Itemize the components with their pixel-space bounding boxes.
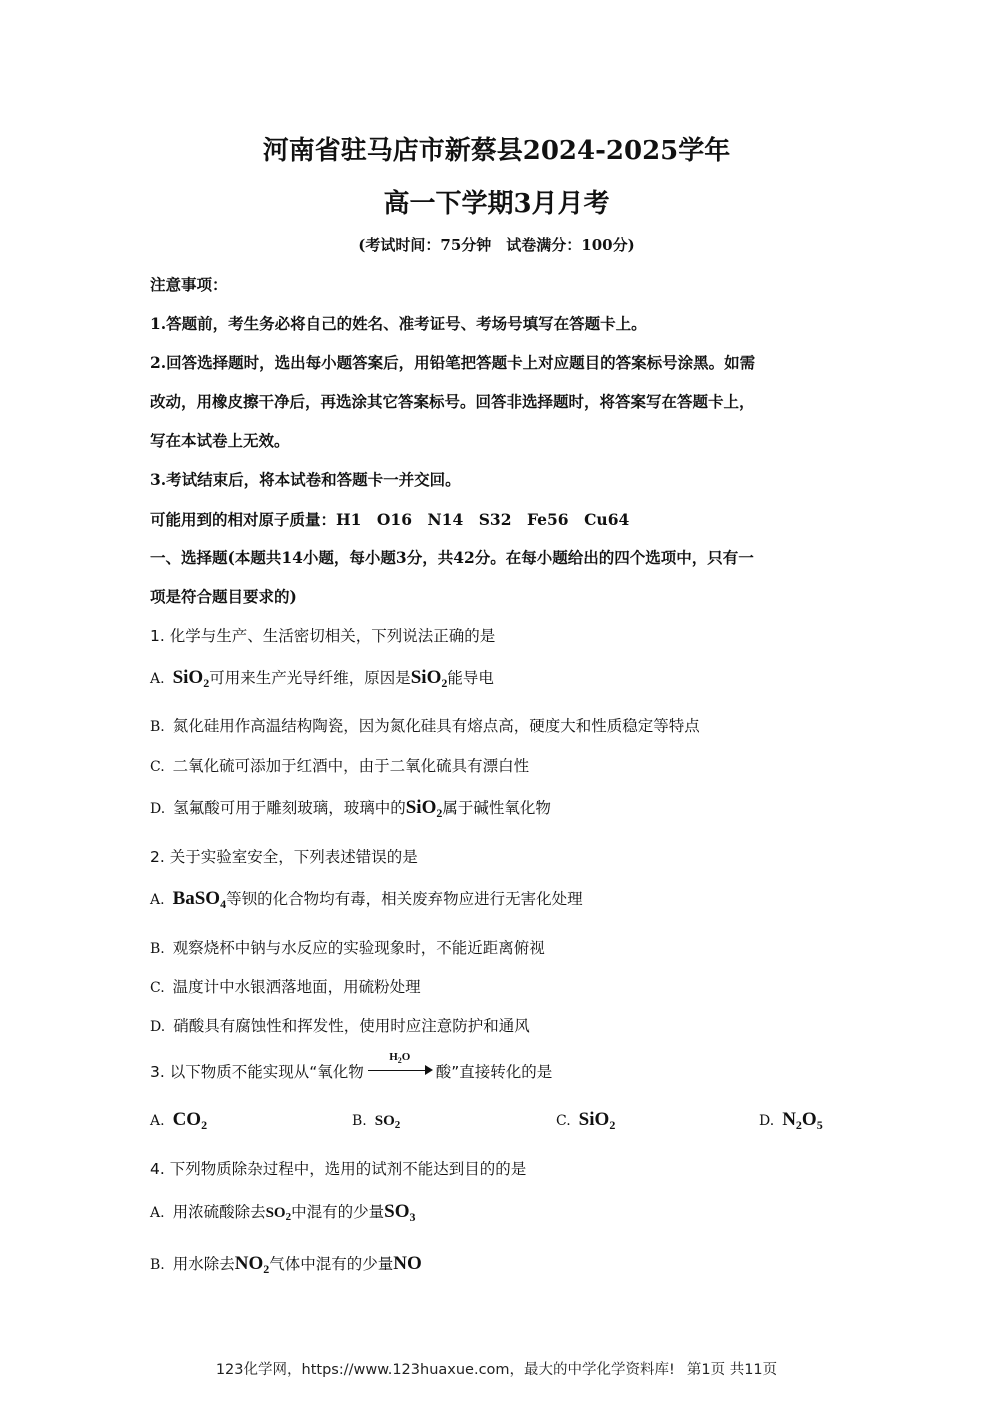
q1-stem: 1. 化学与生产、生活密切相关，下列说法正确的是 bbox=[150, 627, 496, 645]
q1-option-c bbox=[150, 754, 529, 776]
formula-so2: $SO_2$ bbox=[374, 1113, 401, 1131]
option-label: C. bbox=[150, 980, 165, 996]
q3-stem bbox=[150, 1051, 553, 1082]
title-line-1: 河南省驻马店市新蔡县2024-2025学年 bbox=[262, 136, 731, 166]
q4-stem: 4. 下列物质除杂过程中，选用的试剂不能达到目的的是 bbox=[150, 1160, 527, 1178]
option-label: A. bbox=[150, 892, 165, 908]
arrow-label-h2o: $H_2O$ bbox=[389, 1051, 411, 1066]
q3-option-d bbox=[759, 1109, 823, 1133]
q3-stem-post: 酸”直接转化的是 bbox=[435, 1063, 553, 1081]
q2-option-b bbox=[150, 936, 545, 958]
q2-option-d bbox=[150, 1014, 530, 1036]
formula-co2: $CO_2$ bbox=[172, 1109, 208, 1132]
q2-option-c bbox=[150, 975, 421, 997]
formula-sio2: SiO$_2$ bbox=[405, 797, 443, 820]
q2-stem: 2. 关于实验室安全，下列表述错误的是 bbox=[150, 848, 418, 866]
formula-sio2: SiO$_2$ bbox=[410, 667, 448, 690]
q4-option-b bbox=[150, 1252, 422, 1277]
notes-heading: 注意事项： bbox=[150, 275, 228, 294]
formula-so2: $SO_2$ bbox=[265, 1205, 292, 1223]
formula-n2o5: $N_2O_5$ bbox=[782, 1109, 823, 1132]
option-label: D. bbox=[150, 801, 166, 817]
q4-b-text-2: 气体中混有的少量 bbox=[269, 1255, 394, 1273]
q4-a-text-1: 用浓硫酸除去 bbox=[172, 1203, 266, 1221]
formula-baso4: BaSO$_4$ bbox=[172, 888, 227, 911]
atomic-mass-line: 可能用到的相对原子质量：H1 O16 N14 S32 Fe56 Cu64 bbox=[150, 510, 630, 529]
option-label: D. bbox=[150, 1019, 166, 1035]
page-footer bbox=[0, 1358, 993, 1379]
q1-d-text-1: 氢氟酸可用于雕刻玻璃，玻璃中的 bbox=[173, 799, 406, 817]
q3-stem-pre: 3. 以下物质不能实现从“氧化物 bbox=[150, 1063, 364, 1081]
title-line-2: 高一下学期3月月考 bbox=[383, 189, 610, 219]
option-label: B. bbox=[150, 941, 165, 957]
q1-b-text: 氮化硅用作高温结构陶瓷，因为氮化硅具有熔点高，硬度大和性质稳定等特点 bbox=[172, 717, 700, 735]
note-3: 3.考试结束后，将本试卷和答题卡一并交回。 bbox=[150, 470, 461, 489]
footer-site-link[interactable]: 123化学网，https://www.123huaxue.com，最大的中学化学资料库! bbox=[215, 1362, 675, 1378]
option-label: A. bbox=[150, 671, 165, 687]
q3-option-a bbox=[150, 1109, 207, 1133]
q2-c-text: 温度计中水银洒落地面，用硫粉处理 bbox=[172, 978, 421, 996]
option-label: C. bbox=[150, 759, 165, 775]
reaction-arrow-icon bbox=[368, 1051, 432, 1079]
formula-sio2: SiO$_2$ bbox=[578, 1109, 616, 1132]
option-label: B. bbox=[150, 1257, 165, 1273]
section-heading: 一、选择题(本题共14小题，每小题3分，共42分。在每小题给出的四个选项中，只有一 bbox=[150, 548, 754, 567]
note-2: 2.回答选择题时，选出每小题答案后，用铅笔把答题卡上对应题目的答案标号涂黑。如需 bbox=[150, 353, 756, 372]
footer-page-number: 第1页 共11页 bbox=[686, 1362, 778, 1378]
q4-a-text-2: 中混有的少量 bbox=[291, 1203, 385, 1221]
exam-info: (考试时间：75分钟 试卷满分：100分) bbox=[358, 236, 635, 254]
formula-sio2: SiO$_2$ bbox=[172, 667, 210, 690]
q1-c-text: 二氧化硫可添加于红酒中，由于二氧化硫具有漂白性 bbox=[172, 757, 530, 775]
q2-b-text: 观察烧杯中钠与水反应的实验现象时，不能近距离俯视 bbox=[172, 939, 545, 957]
option-label: B. bbox=[150, 719, 165, 735]
note-2-cont: 改动，用橡皮擦干净后，再选涂其它答案标号。回答非选择题时，将答案写在答题卡上， bbox=[150, 392, 755, 411]
q1-d-text-2: 属于碱性氧化物 bbox=[442, 799, 551, 817]
option-label: B. bbox=[352, 1113, 367, 1129]
option-label: A. bbox=[150, 1113, 165, 1129]
q1-option-b bbox=[150, 714, 700, 736]
option-label: D. bbox=[759, 1113, 775, 1129]
section-heading-cont: 项是符合题目要求的) bbox=[150, 587, 297, 606]
q1-a-text-2: 能导电 bbox=[447, 669, 494, 687]
q1-option-d bbox=[150, 796, 551, 821]
q2-a-text: 等钡的化合物均有毒，相关废弃物应进行无害化处理 bbox=[226, 890, 583, 908]
formula-so3: $SO_3$ bbox=[384, 1201, 416, 1224]
q1-option-a bbox=[150, 666, 494, 691]
note-1: 1.答题前，考生务必将自己的姓名、准考证号、考场号填写在答题卡上。 bbox=[150, 314, 647, 333]
q4-b-text-1: 用水除去 bbox=[172, 1255, 235, 1273]
q3-option-b bbox=[352, 1111, 400, 1131]
q2-d-text: 硝酸具有腐蚀性和挥发性，使用时应注意防护和通风 bbox=[173, 1017, 530, 1035]
option-label: C. bbox=[556, 1113, 571, 1129]
q2-option-a bbox=[150, 887, 583, 912]
formula-no2: $NO_2$ bbox=[234, 1253, 270, 1276]
q1-a-text-1: 可用来生产光导纤维，原因是 bbox=[209, 669, 411, 687]
formula-no: NO bbox=[393, 1253, 422, 1274]
option-label: A. bbox=[150, 1205, 165, 1221]
note-2-end: 写在本试卷上无效。 bbox=[150, 431, 290, 450]
q4-option-a bbox=[150, 1200, 415, 1225]
q3-option-c bbox=[556, 1109, 615, 1133]
